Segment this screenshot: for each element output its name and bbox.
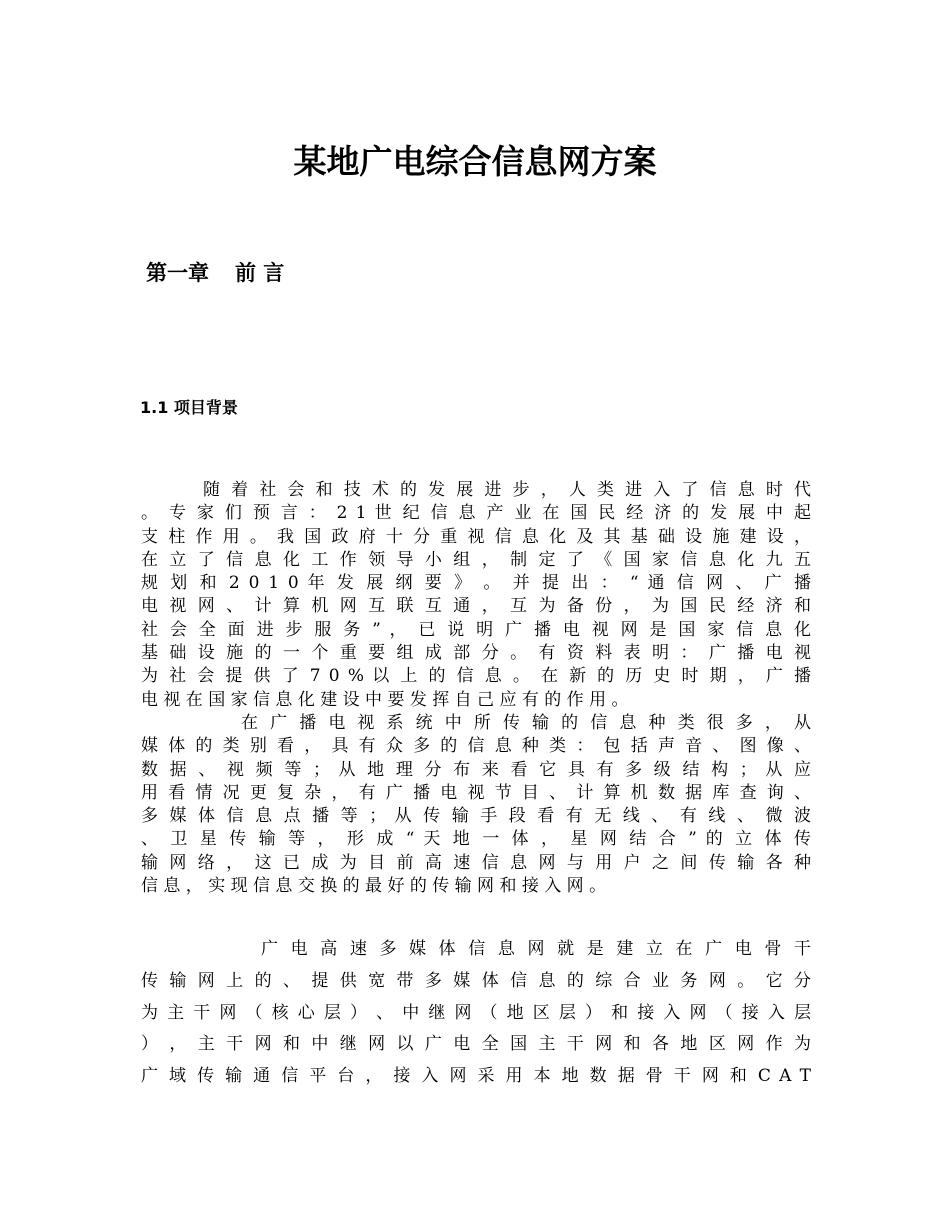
paragraph-2	[141, 712, 811, 898]
paragraph-line: 社 会 全 面 进 步 服 务 ” ， 已 说 明 广 播 电 视 网 是 国 家 信 息 化	[141, 619, 811, 640]
paragraph-line: 媒 体 的 类 别 看 ， 具 有 众 多 的 信 息 种 类 ： 包 括 声 音 、 图 像 、	[141, 736, 811, 757]
paragraph-line: 为 社 会 提 供 了 7 0 % 以 上 的 信 息 。 在 新 的 历 史 时 期 ， 广 播	[141, 666, 811, 687]
paragraph-line: 基 础 设 施 的 一 个 重 要 组 成 部 分 。 有 资 料 表 明 ： 广 播 电 视	[141, 643, 811, 664]
paragraph-line: 在 广 播 电 视 系 统 中 所 传 输 的 信 息 种 类 很 多 ， 从	[241, 713, 811, 733]
paragraph-line: 。 专 家 们 预 言 ： 2 1 世 纪 信 息 产 业 在 国 民 经 济 的 发 展 中 起	[141, 503, 811, 524]
paragraph-line: 在 立 了 信 息 化 工 作 领 导 小 组 ， 制 定 了 《 国 家 信 息 化 九 五	[141, 549, 811, 570]
paragraph-line: 、 卫 星 传 输 等 ， 形 成 “ 天 地 一 体 ， 星 网 结 合 ” 的 立 体 传	[141, 829, 811, 850]
paragraph-line: 用 看 情 况 更 复 杂 ， 有 广 播 电 视 节 目 、 计 算 机 数 据 库 查 询 、	[141, 782, 811, 803]
chapter-number: 第一章	[146, 261, 209, 285]
paragraph-line: 随 着 社 会 和 技 术 的 发 展 进 步 ， 人 类 进 入 了 信 息 时 代	[203, 480, 811, 500]
paragraph-line: 电 视 网 、 计 算 机 网 互 联 互 通 ， 互 为 备 份 ， 为 国 民 经 济 和	[141, 596, 811, 617]
paragraph-line: 规 划 和 2 0 1 0 年 发 展 纲 要 》 。 并 提 出 ： “ 通 信 网 、 广 播	[141, 573, 811, 594]
paragraph-line: 传 输 网 上 的 、 提 供 宽 带 多 媒 体 信 息 的 综 合 业 务 网 。 它 分	[141, 970, 811, 991]
paragraph-line: 广 域 传 输 通 信 平 台 ， 接 入 网 采 用 本 地 数 据 骨 干 网 和 C A T	[141, 1066, 811, 1087]
paragraph-line: 信 息 ， 实 现 信 息 交 换 的 最 好 的 传 输 网 和 接 入 网 。	[141, 876, 607, 897]
paragraph-line: 多 媒 体 信 息 点 播 等 ； 从 传 输 手 段 看 有 无 线 、 有 线 、 微 波	[141, 806, 811, 827]
paragraph-line: 数 据 、 视 频 等 ； 从 地 理 分 布 来 看 它 具 有 多 级 结 构 ； 从 应	[141, 759, 811, 780]
paragraph-line: 广 电 高 速 多 媒 体 信 息 网 就 是 建 立 在 广 电 骨 干	[261, 939, 811, 959]
paragraph-3	[141, 934, 811, 1093]
paragraph-line: 电 视 在 国 家 信 息 化 建 设 中 要 发 挥 自 己 应 有 的 作 用 。	[141, 689, 629, 710]
paragraph-line: 为 主 干 网 （ 核 心 层 ） 、 中 继 网 （ 地 区 层 ） 和 接 入 网 （ 接 入 层	[141, 1002, 811, 1023]
section-heading: 1.1 项目背景	[140, 398, 238, 417]
paragraph-line: 支 柱 作 用 。 我 国 政 府 十 分 重 视 信 息 化 及 其 基 础 设 施 建 设 ，	[141, 526, 811, 547]
paragraph-1	[141, 479, 811, 712]
paragraph-line: 输 网 络 ， 这 已 成 为 目 前 高 速 信 息 网 与 用 户 之 间 传 输 各 种	[141, 852, 811, 873]
document-title: 某地广电综合信息网方案	[293, 142, 657, 181]
chapter-heading	[146, 258, 284, 288]
chapter-name: 前 言	[235, 261, 285, 285]
paragraph-line: ） ， 主 干 网 和 中 继 网 以 广 电 全 国 主 干 网 和 各 地 区 网 作 为	[141, 1034, 811, 1055]
